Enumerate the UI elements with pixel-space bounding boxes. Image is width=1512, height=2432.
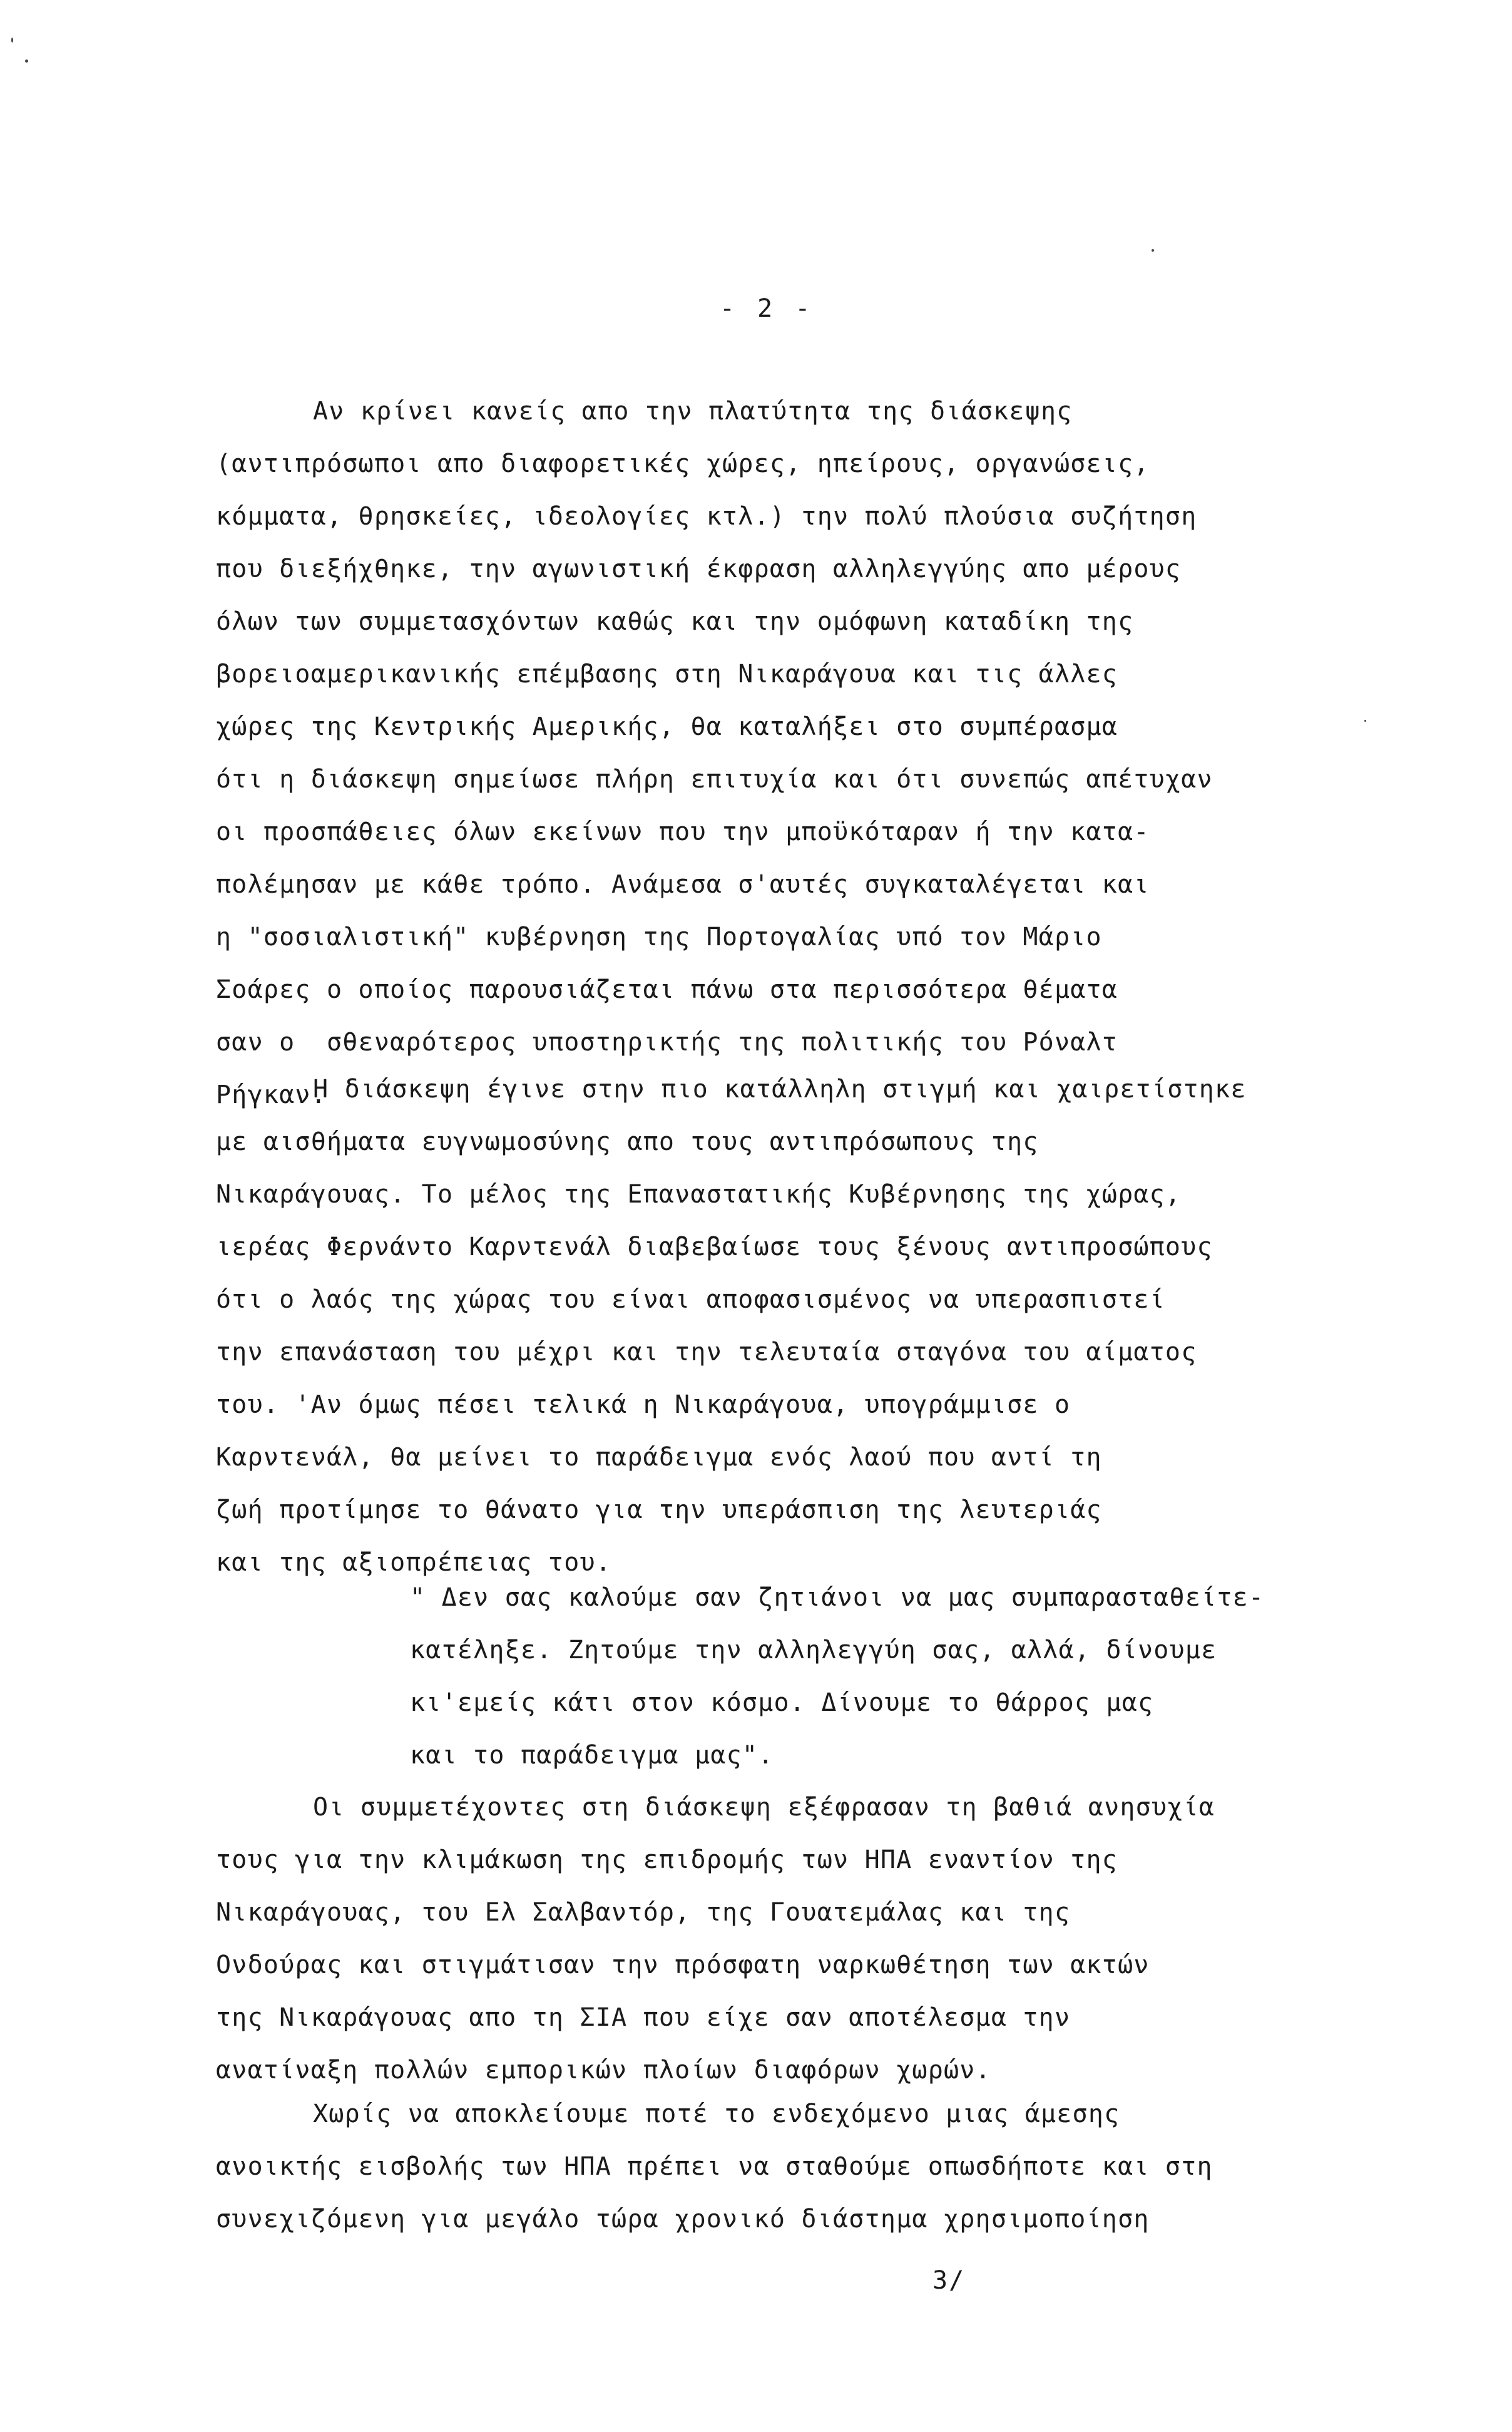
scan-speck [1364, 720, 1366, 722]
text-line: της Νικαράγουας απο τη ΣΙΑ που είχε σαν αποτέλεσμα την [216, 2003, 1071, 2032]
scan-speck [11, 38, 13, 43]
text-line: και το παράδειγμα μας". [410, 1741, 774, 1770]
paragraph-2 [216, 1063, 1436, 1589]
text-line: Αν κρίνει κανείς απο την πλατύτητα της διάσκεψης [313, 397, 1073, 426]
text-line: τους για την κλιμάκωση της επιδρομής των ΗΠΑ εναντίον της [216, 1845, 1118, 1874]
text-line: του. 'Αν όμως πέσει τελικά η Νικαράγουα, υπογράμμισε ο [216, 1390, 1071, 1419]
text-line: Η διάσκεψη έγινε στην πιο κατάλληλη στιγμή και χαιρετίστηκε [313, 1075, 1247, 1104]
text-line: ανοικτής εισβολής των ΗΠΑ πρέπει να σταθούμε οπωσδήποτε και στη [216, 2152, 1213, 2181]
text-line: την επανάσταση του μέχρι και την τελευταία σταγόνα του αίματος [216, 1338, 1197, 1367]
text-line: Σοάρες ο οποίος παρουσιάζεται πάνω στα περισσότερα θέματα [216, 975, 1118, 1004]
text-line: Καρντενάλ, θα μείνει το παράδειγμα ενός λαού που αντί τη [216, 1443, 1102, 1472]
text-line: Ρήγκαν. [216, 1080, 327, 1109]
text-line: Ονδούρας και στιγμάτισαν την πρόσφατη ναρκωθέτηση των ακτών [216, 1951, 1150, 1979]
text-line: Οι συμμετέχοντες στη διάσκεψη εξέφρασαν τη βαθιά ανησυχία [313, 1793, 1215, 1822]
scan-speck [1152, 249, 1154, 252]
text-line: Χωρίς να αποκλείουμε ποτέ το ενδεχόμενο μιας άμεσης [313, 2100, 1120, 2128]
text-line: κι'εμείς κάτι στον κόσμο. Δίνουμε το θάρρος μας [410, 1688, 1154, 1717]
text-line: Νικαράγουας, του Ελ Σαλβαντόρ, της Γουατεμάλας και της [216, 1898, 1071, 1927]
text-line: όλων των συμμετασχόντων καθώς και την ομόφωνη καταδίκη της [216, 607, 1134, 636]
text-line: ανατίναξη πολλών εμπορικών πλοίων διαφόρων χωρών. [216, 2056, 991, 2085]
text-line: με αισθήματα ευγνωμοσύνης απο τους αντιπρόσωπους της [216, 1127, 1039, 1156]
text-line: (αντιπρόσωποι απο διαφορετικές χώρες, ηπείρους, οργανώσεις, [216, 449, 1150, 478]
text-line: συνεχιζόμενη για μεγάλο τώρα χρονικό διάστημα χρησιμοποίηση [216, 2205, 1150, 2234]
scan-speck [25, 59, 28, 63]
text-line: και της αξιοπρέπειας του. [216, 1548, 612, 1577]
paragraph-3 [216, 1781, 1436, 2096]
page-number: - 2 - [720, 294, 814, 323]
text-line: κόμματα, θρησκείες, ιδεολογίες κτλ.) την πολύ πλούσια συζήτηση [216, 502, 1197, 531]
block-quote [410, 1571, 1449, 1782]
text-line: οι προσπάθειες όλων εκείνων που την μποϋκόταραν ή την κατα- [216, 818, 1150, 846]
continuation-marker: 3/ [932, 2266, 966, 2295]
text-line: Νικαράγουας. Το μέλος της Επαναστατικής Κυβέρνησης της χώρας, [216, 1180, 1182, 1209]
text-line: χώρες της Κεντρικής Αμερικής, θα καταλήξει στο συμπέρασμα [216, 712, 1118, 741]
text-line: ότι η διάσκεψη σημείωσε πλήρη επιτυχία και ότι συνεπώς απέτυχαν [216, 765, 1213, 794]
text-line: που διεξήχθηκε, την αγωνιστική έκφραση αλληλεγγύης απο μέρους [216, 555, 1182, 583]
text-line: η "σοσιαλιστική" κυβέρνηση της Πορτογαλίας υπό τον Μάριο [216, 923, 1102, 952]
text-line: κατέληξε. Ζητούμε την αλληλεγγύη σας, αλλά, δίνουμε [410, 1636, 1217, 1665]
text-line: ιερέας Φερνάντο Καρντενάλ διαβεβαίωσε τους ξένους αντιπροσώπους [216, 1233, 1213, 1261]
text-line: βορειοαμερικανικής επέμβασης στη Νικαράγουα και τις άλλες [216, 660, 1118, 689]
text-line: πολέμησαν με κάθε τρόπο. Ανάμεσα σ'αυτές συγκαταλέγεται και [216, 870, 1150, 899]
text-line: ότι ο λαός της χώρας του είναι αποφασισμένος να υπερασπιστεί [216, 1285, 1165, 1314]
text-line: ζωή προτίμησε το θάνατο για την υπεράσπιση της λευτεριάς [216, 1496, 1102, 1524]
paragraph-1 [216, 385, 1436, 1121]
paragraph-4 [216, 2088, 1436, 2245]
text-line: σαν ο σθεναρότερος υποστηρικτής της πολιτικής του Ρόναλτ [216, 1028, 1118, 1057]
text-line: " Δεν σας καλούμε σαν ζητιάνοι να μας συμπαρασταθείτε- [410, 1583, 1265, 1612]
